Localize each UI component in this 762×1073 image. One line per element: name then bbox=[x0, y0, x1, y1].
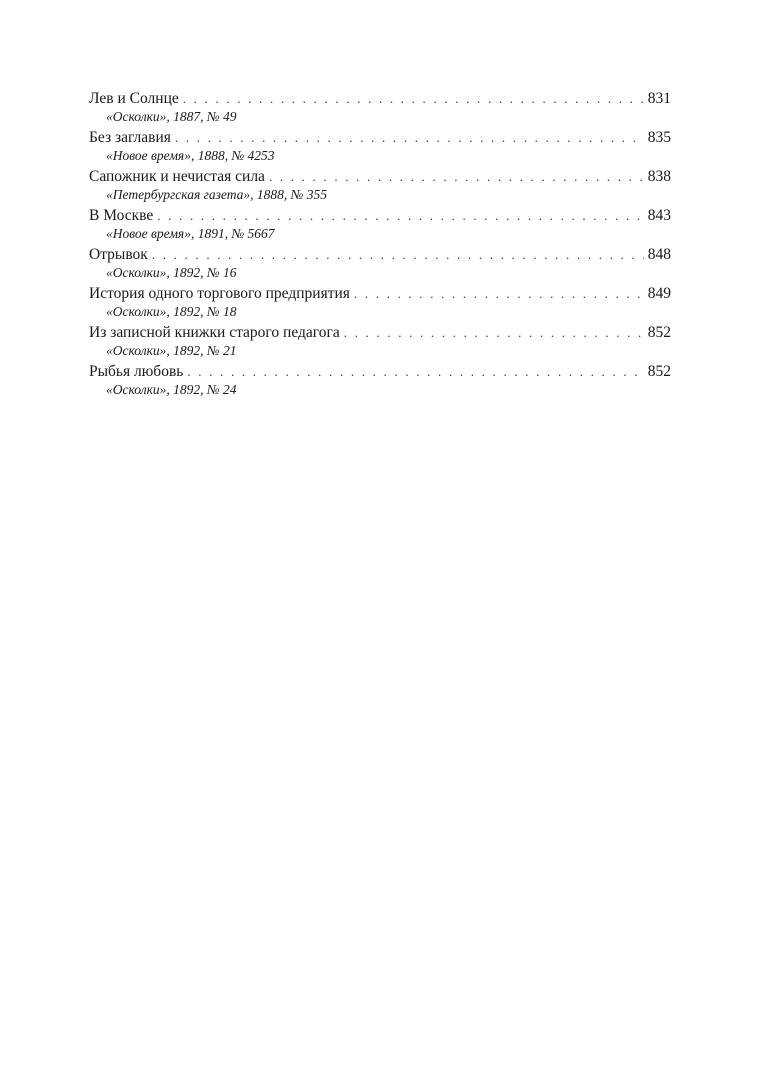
toc-entry-title: Лев и Солнце bbox=[89, 90, 179, 107]
dot-leader bbox=[187, 362, 643, 382]
toc-entry-line bbox=[89, 362, 671, 382]
toc-entry bbox=[89, 206, 671, 243]
toc-entry-title: История одного торгового предприятия bbox=[89, 285, 350, 302]
toc-entry bbox=[89, 284, 671, 321]
toc-entry-source: «Осколки», 1887, № 49 bbox=[106, 109, 237, 124]
toc-entry-line bbox=[89, 89, 671, 109]
dot-leader bbox=[183, 89, 644, 109]
toc-entry-line bbox=[89, 167, 671, 187]
dot-leader bbox=[344, 323, 644, 343]
toc-entry bbox=[89, 128, 671, 165]
toc-entry-page-number: 843 bbox=[647, 207, 671, 224]
toc-entry bbox=[89, 362, 671, 399]
toc-entry-source: «Петербургская газета», 1888, № 355 bbox=[106, 187, 327, 202]
toc-entry-page-number: 835 bbox=[647, 129, 671, 146]
toc-entry bbox=[89, 245, 671, 282]
toc-entry-page-number: 852 bbox=[647, 363, 671, 380]
toc-entry-source: «Осколки», 1892, № 21 bbox=[106, 343, 237, 358]
toc-entry-page-number: 849 bbox=[647, 285, 671, 302]
toc-entry-line bbox=[89, 323, 671, 343]
toc-entry-title: Из записной книжки старого педагога bbox=[89, 324, 340, 341]
toc-entry-title: Рыбья любовь bbox=[89, 363, 184, 380]
toc-entry-line bbox=[89, 206, 671, 226]
dot-leader bbox=[175, 128, 644, 148]
toc-entry bbox=[89, 167, 671, 204]
dot-leader bbox=[354, 284, 644, 304]
toc-entry bbox=[89, 323, 671, 360]
toc-entry-source: «Новое время», 1891, № 5667 bbox=[106, 226, 275, 241]
toc-entry-source: «Осколки», 1892, № 16 bbox=[106, 265, 237, 280]
toc-entry-title: Сапожник и нечистая сила bbox=[89, 168, 265, 185]
toc-entry-page-number: 848 bbox=[647, 246, 671, 263]
toc-entry-source: «Осколки», 1892, № 18 bbox=[106, 304, 237, 319]
toc-entry-title: Без заглавия bbox=[89, 129, 171, 146]
dot-leader bbox=[269, 167, 644, 187]
toc-entry-source: «Осколки», 1892, № 24 bbox=[106, 382, 237, 397]
toc-entry-line bbox=[89, 128, 671, 148]
toc-entry-page-number: 831 bbox=[647, 90, 671, 107]
dot-leader bbox=[157, 206, 643, 226]
toc-entry-title: Отрывок bbox=[89, 246, 148, 263]
toc-entry-title: В Москве bbox=[89, 207, 154, 224]
toc-entry bbox=[89, 89, 671, 126]
toc-entry-source: «Новое время», 1888, № 4253 bbox=[106, 148, 275, 163]
table-of-contents bbox=[89, 89, 671, 401]
dot-leader bbox=[152, 245, 644, 265]
toc-entry-line bbox=[89, 245, 671, 265]
toc-entry-line bbox=[89, 284, 671, 304]
toc-entry-page-number: 852 bbox=[647, 324, 671, 341]
toc-entry-page-number: 838 bbox=[647, 168, 671, 185]
